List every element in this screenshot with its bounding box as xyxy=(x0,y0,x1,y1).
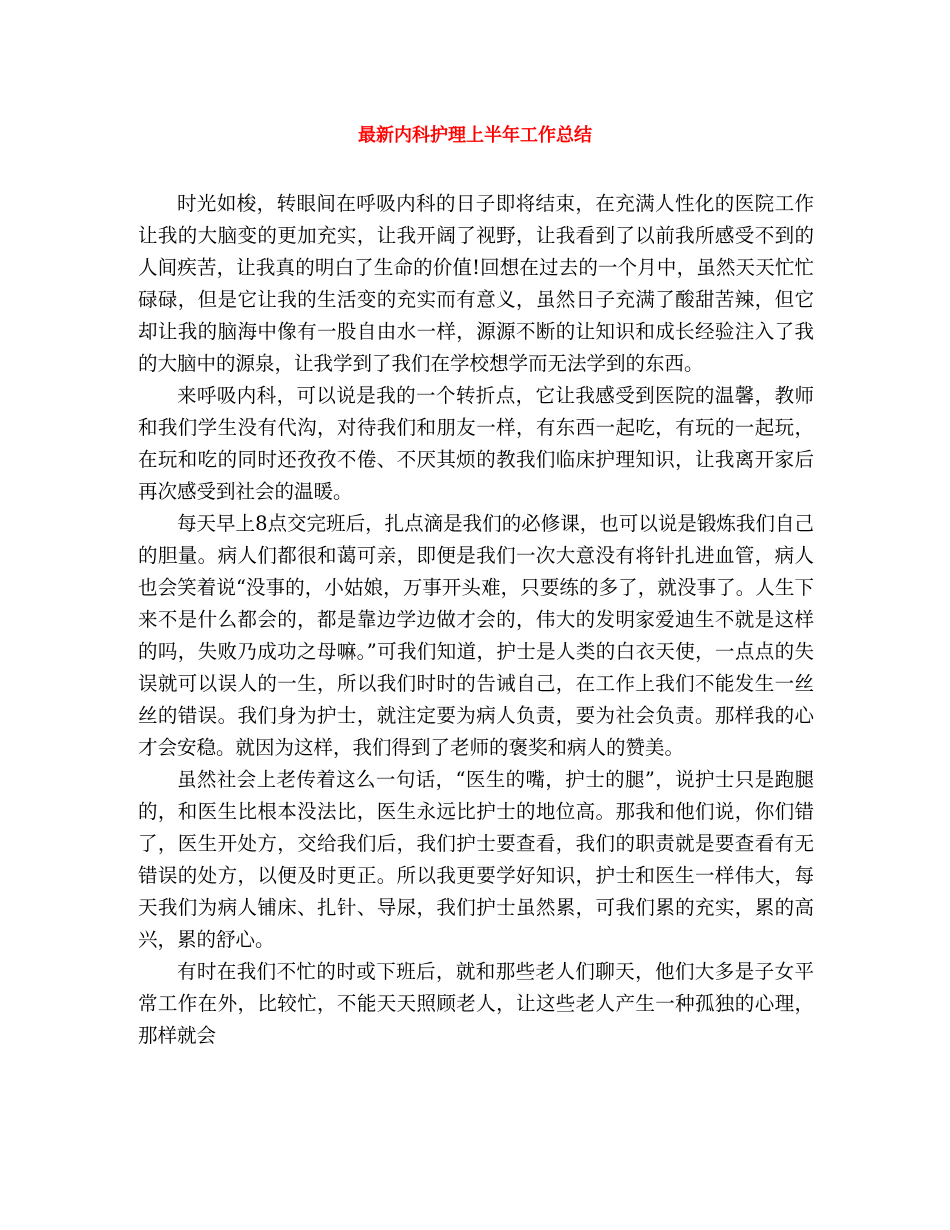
paragraph-5: 有时在我们不忙的时或下班后，就和那些老人们聊天，他们大多是子女平常工作在外，比较忙，不能天天照顾老人，让这些老人产生一种孤独的心理，那样就会 xyxy=(138,960,814,1047)
paragraph-2: 来呼吸内科，可以说是我的一个转折点，它让我感受到医院的温馨，教师和我们学生没有代沟，对待我们和朋友一样，有东西一起吃，有玩的一起玩，在玩和吃的同时还孜孜不倦、不厌其烦的教我们临床护理知识，让我离开家后再次感受到社会的温暖。 xyxy=(138,384,814,503)
paragraph-1: 时光如梭，转眼间在呼吸内科的日子即将结束，在充满人性化的医院工作让我的大脑变的更加充实，让我开阔了视野，让我看到了以前我所感受不到的人间疾苦，让我真的明白了生命的价值!回想在过去的一个月中，虽然天天忙忙碌碌，但是它让我的生活变的充实而有意义，虽然日子充满了酸甜苦辣，但它却让我的脑海中像有一股自由水一样，源源不断的让知识和成长经验注入了我的大脑中的源泉，让我学到了我们在学校想学而无法学到的东西。 xyxy=(138,192,814,375)
document-body xyxy=(138,188,814,1052)
paragraph-3: 每天早上8点交完班后，扎点滴是我们的必修课，也可以说是锻炼我们自己的胆量。病人们都很和蔼可亲，即便是我们一次大意没有将针扎进血管，病人也会笑着说“没事的，小姑娘，万事开头难，只要练的多了，就没事了。人生下来不是什么都会的，都是靠边学边做才会的，伟大的发明家爱迪生不就是这样的吗，失败乃成功之母嘛。”可我们知道，护士是人类的白衣天使，一点点的失误就可以误人的一生，所以我们时时的告诫自己，在工作上我们不能发生一丝丝的错误。我们身为护士，就注定要为病人负责，要为社会负责。那样我的心才会安稳。就因为这样，我们得到了老师的褒奖和病人的赞美。 xyxy=(138,512,814,759)
document-title: 最新内科护理上半年工作总结 xyxy=(358,125,592,146)
paragraph-4: 虽然社会上老传着这么一句话，“医生的嘴，护士的腿”，说护士只是跑腿的，和医生比根本没法比，医生永远比护士的地位高。那我和他们说，你们错了，医生开处方，交给我们后，我们护士要查看，我们的职责就是要查看有无错误的处方，以便及时更正。所以我更要学好知识，护士和医生一样伟大，每天我们为病人铺床、扎针、导尿，我们护士虽然累，可我们累的充实，累的高兴，累的舒心。 xyxy=(138,768,814,951)
